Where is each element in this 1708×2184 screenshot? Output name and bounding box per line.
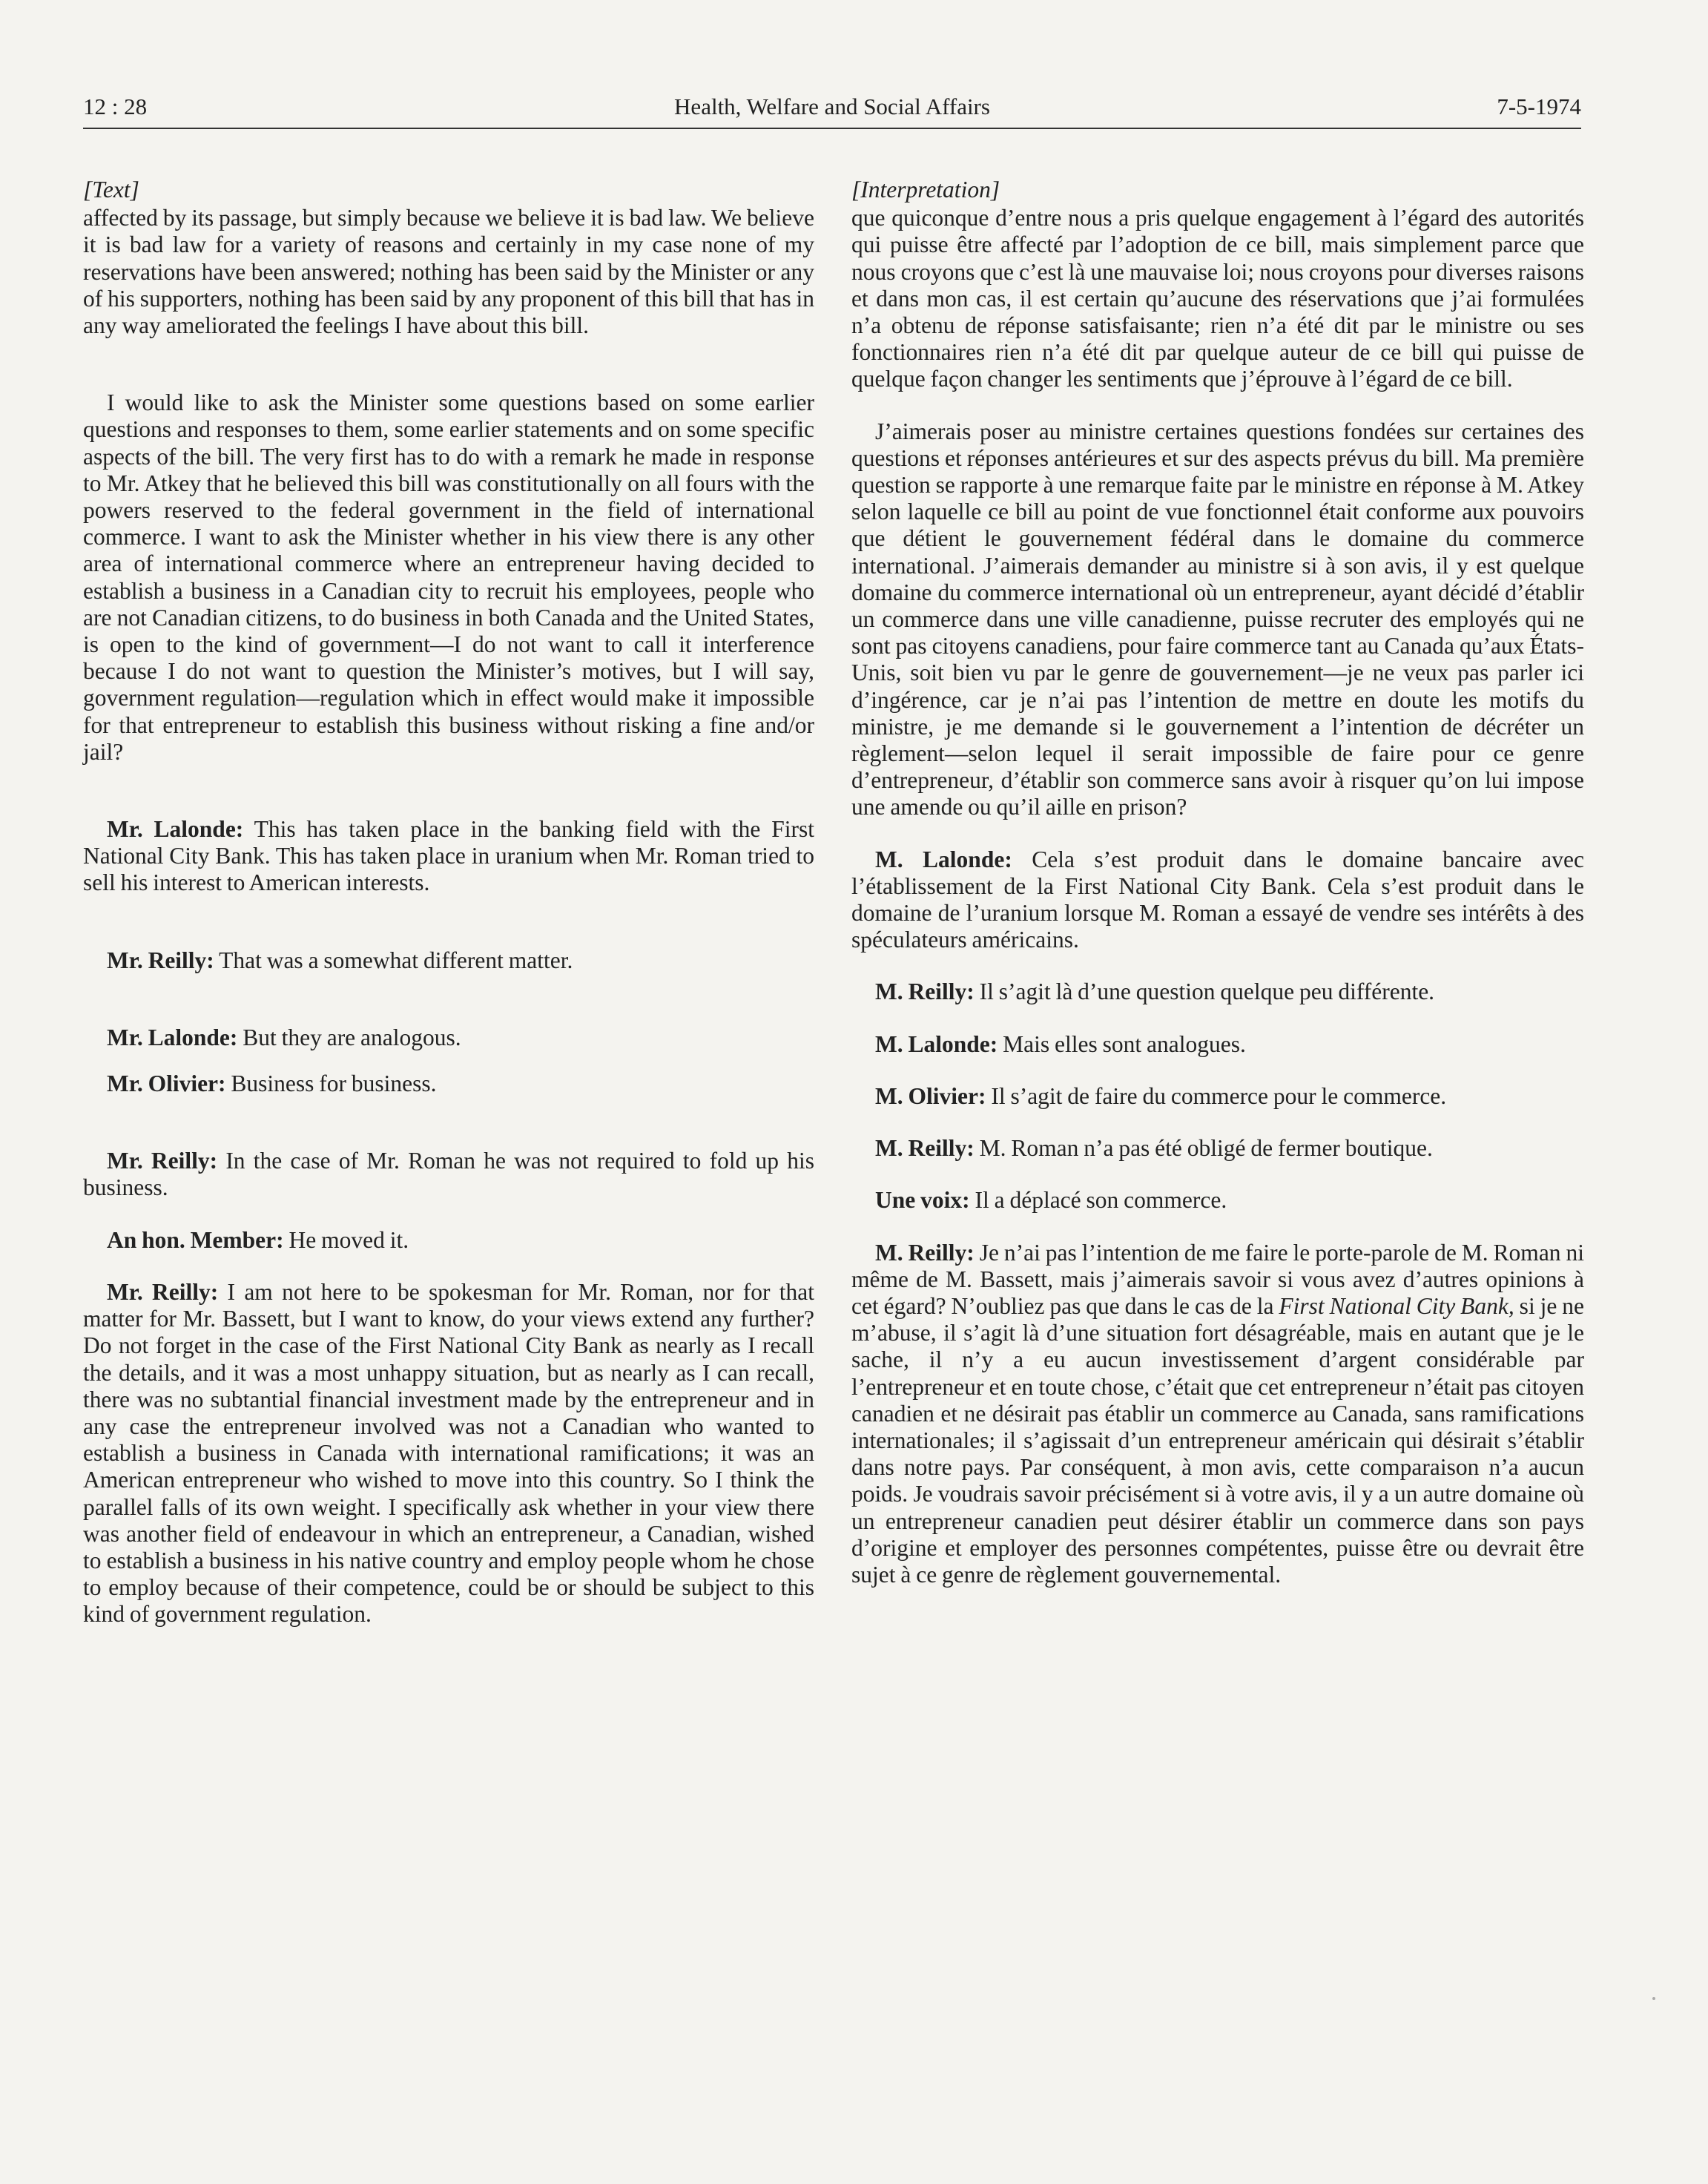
- speaker-name: M. Reilly:: [875, 1239, 975, 1266]
- speech-text: But they are analogous.: [237, 1024, 461, 1050]
- speech-entry: [851, 1135, 1584, 1162]
- paragraph: que quiconque d’entre nous a pris quelque engagement à l’égard des autorités qui puisse être affecté par l’adoption de ce bill, mais simplement parce que nous croyons que c’est là une mauvaise loi; nous croyons pour diverses raisons et dans mon cas, il est certain qu’aucune des réservations que j’ai formulées n’a obtenu de réponse satisfaisante; rien n’a été dit par le ministre ou ses fonctionnaires rien n’a été dit par quelque auteur de ce bill qui puisse de quelque façon changer les sentiments que j’éprouve à l’égard de ce bill.: [851, 205, 1584, 392]
- header-date: 7-5-1974: [1497, 93, 1581, 119]
- speech-text: si je ne m’abuse, il s’agit là d’une situation fort désagréable, mais en autant que je le sache, il n’y a eu aucun investissement d’argent considérable par l’entrepreneur et en toute chose, c’était que cet entrepreneur n’était pas citoyen canadien et ne désirait pas établir un commerce au Canada, sans ramifications internationales; il s’agissait d’un entrepreneur américain qui désirait s’établir dans notre pays. Par conséquent, à mon avis, cette comparaison n’a aucun poids. Je voudrais savoir précisément si à votre avis, il y a un autre domaine où un entrepreneur canadien peut désirer établir un commerce dans son pays d’origine et employer des personnes compétentes, puisse être ou devrait être sujet à ce genre de règlement gouvernemental.: [851, 1292, 1584, 1588]
- speech-entry: [851, 1240, 1584, 1589]
- speech-entry: [851, 1031, 1584, 1058]
- speech-text: In the case of Mr. Roman he was not required to fold up his business.: [83, 1148, 815, 1201]
- speech-text-italic: First National City Bank,: [1279, 1292, 1514, 1319]
- english-column: [83, 177, 814, 1628]
- speech-entry: [83, 947, 814, 974]
- speech-entry: [83, 1024, 814, 1051]
- speech-text: M. Roman n’a pas été obligé de fermer boutique.: [974, 1135, 1433, 1162]
- paragraph: affected by its passage, but simply because we believe it is bad law. We believe it is bad law for a variety of reasons and certainly in my case none of my reservations have been answered; nothing has been said by the Minister or any of his supporters, nothing has been said by any proponent of this bill that has in any way ameliorated the feelings I have about this bill.: [83, 205, 814, 339]
- speech-entry: [851, 1083, 1584, 1110]
- speaker-name: Une voix:: [875, 1187, 970, 1214]
- speech-text: I am not here to be spokesman for Mr. Roman, nor for that matter for Mr. Bassett, but I want to know, do your views extend any further? Do not forget in the case of the First National City Bank as nearly as I recall the details, and it was a most unhappy situation, but as nearly as I can recall, there was no subtantial financial investment made by the entrepreneur and in any case the entrepreneur involved was not a Canadian who wanted to establish a business in Canada with international ramifications; it was an American entrepreneur who wished to move into this country. So I think the parallel falls of its own weight. I specifically ask whether in your view there was another field of endeavour in which an entrepreneur, a Canadian, wished to establish a business in his native country and employ people whom he chose to employ because of their competence, could be or should be subject to this kind of government regulation.: [83, 1278, 815, 1628]
- speech-text: This has taken place in the banking field with the First National City Bank. This has taken place in uranium when Mr. Roman tried to sell his interest to American interests.: [83, 816, 815, 896]
- speech-text: Mais elles sont analogues.: [998, 1030, 1246, 1057]
- speaker-name: Mr. Reilly:: [107, 1278, 219, 1305]
- french-column: [851, 177, 1584, 1588]
- running-header: [83, 93, 1581, 129]
- speech-text: Je n’ai pas l’intention de me faire le porte-parole de M. Roman ni même de M. Bassett, mais j’aimerais savoir si vous avez d’autres opinions à cet égard? N’oubliez pas que dans le cas de la: [851, 1239, 1584, 1319]
- speaker-name: M. Lalonde:: [875, 1030, 998, 1057]
- speech-text: Il s’agit de faire du commerce pour le commerce.: [986, 1082, 1447, 1109]
- speech-entry: [851, 978, 1584, 1005]
- speaker-name: M. Reilly:: [875, 1135, 975, 1162]
- speech-entry: [83, 816, 814, 897]
- speaker-name: Mr. Olivier:: [107, 1070, 226, 1097]
- speaker-name: Mr. Reilly:: [107, 947, 214, 973]
- speaker-name: M. Reilly:: [875, 978, 975, 1005]
- header-title: Health, Welfare and Social Affairs: [674, 93, 990, 119]
- speech-entry: [851, 846, 1584, 954]
- stray-mark: [1652, 1997, 1655, 2000]
- speech-text: That was a somewhat different matter.: [214, 947, 573, 973]
- speaker-name: An hon. Member:: [107, 1226, 284, 1253]
- speech-text: Cela s’est produit dans le domaine bancaire avec l’établissement de la First National City Bank. Cela s’est produit dans le domaine de l’uranium lorsque M. Roman a essayé de vendre ses intérêts à des spéculateurs américains.: [851, 846, 1584, 953]
- interpretation-tag: [Interpretation]: [851, 177, 1000, 203]
- speaker-name: M. Olivier:: [875, 1082, 986, 1109]
- speech-entry: [83, 1148, 814, 1201]
- speech-text: Il s’agit là d’une question quelque peu différente.: [974, 978, 1435, 1005]
- speech-text: Business for business.: [225, 1070, 437, 1097]
- speaker-name: Mr. Reilly:: [107, 1148, 218, 1174]
- speech-entry: [83, 1227, 814, 1254]
- speaker-name: Mr. Lalonde:: [107, 1024, 238, 1050]
- text-tag: [Text]: [83, 177, 139, 203]
- speech-entry: [851, 1187, 1584, 1214]
- speech-text: Il a déplacé son commerce.: [969, 1187, 1227, 1214]
- speaker-name: M. Lalonde:: [875, 846, 1012, 872]
- speech-entry: [83, 1279, 814, 1628]
- paragraph: I would like to ask the Minister some questions based on some earlier questions and responses to them, some earlier statements and on some specific aspects of the bill. The very first has to do with a remark he made in response to Mr. Atkey that he believed this bill was constitutionally on all fours with the powers reserved to the federal government in the field of international commerce. I want to ask the Minister whether in his view there is any other area of international commerce where an entrepreneur having decided to establish a business in a Canadian city to recruit his employees, people who are not Canadian citizens, to do business in both Canada and the United States, is open to the kind of government—I do not want to call it interference because I do not want to question the Minister’s motives, but I will say, government regulation—regulation which in effect would make it impossible for that entrepreneur to establish this business without risking a fine and/or jail?: [83, 389, 814, 765]
- speech-text: He moved it.: [283, 1226, 409, 1253]
- speaker-name: Mr. Lalonde:: [107, 816, 244, 843]
- speech-entry: [83, 1070, 814, 1097]
- page-number: 12 : 28: [83, 93, 148, 119]
- paragraph: J’aimerais poser au ministre certaines questions fondées sur certaines des questions et réponses antérieures et sur des aspects prévus du bill. Ma première question se rapporte à une remarque faite par le ministre en réponse à M. Atkey selon laquelle ce bill au point de vue fonctionnel était conforme aux pouvoirs que détient le gouvernement fédéral dans le domaine du commerce international. J’aimerais demander au ministre si à son avis, il y est quelque domaine du commerce international où un entrepreneur, ayant décidé d’établir un commerce dans une ville canadienne, puisse recruter des employés qui ne sont pas citoyens canadiens, pour faire commerce tant au Canada qu’aux États-Unis, soit bien vu par le genre de gouvernement—je ne veux pas parler ici d’ingérence, car je n’ai pas l’intention de mettre en doute les motifs du ministre, je me demande si le gouvernement a l’intention de décréter un règlement—selon lequel il serait impossible de faire pour ce genre d’entrepreneur, d’établir son commerce sans avoir à risquer qu’on lui impose une amende ou qu’il aille en prison?: [851, 418, 1584, 820]
